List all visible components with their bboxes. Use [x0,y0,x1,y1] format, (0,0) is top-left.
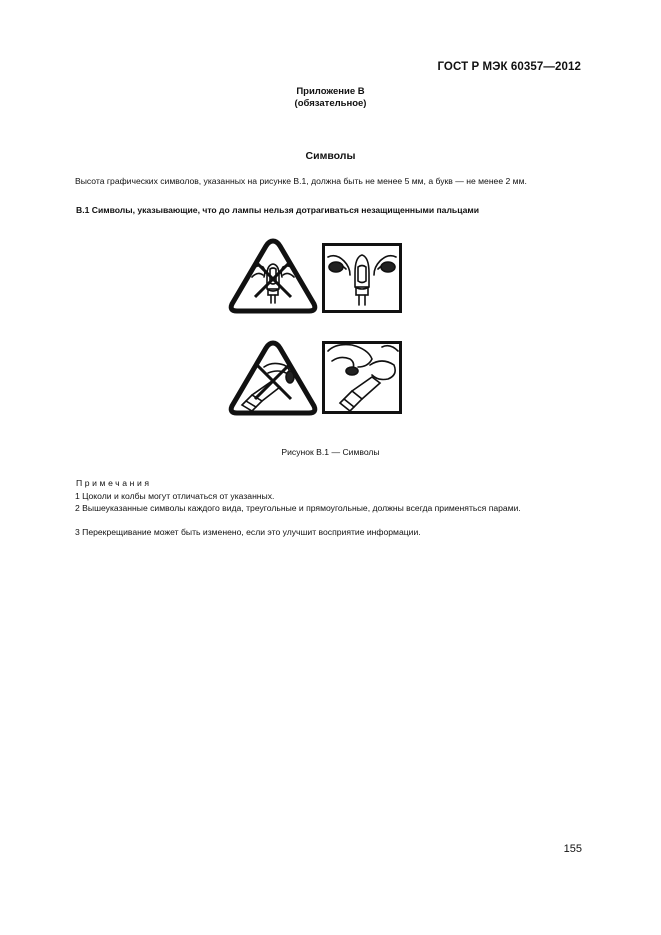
standard-designation: ГОСТ Р МЭК 60357—2012 [437,61,581,73]
intro-paragraph: Высота графических символов, указанных на рисунке В.1, должна быть не менее 5 мм, а букв — не менее 2 мм. [75,176,527,186]
page-number: 155 [563,843,582,855]
crossed-hand-holding-lamp-icon [228,339,318,417]
notes-heading: Примечания [76,478,152,488]
figure-caption: Рисунок В.1 — Символы [281,447,380,457]
section-title: Символы [305,150,356,162]
subsection-heading: В.1 Символы, указывающие, что до лампы нельзя дотрагиваться незащищенными пальцами [76,205,480,215]
appendix-title: Приложение В [296,86,365,97]
fingers-on-capsule-lamp-icon [322,243,402,313]
note-item: 1 Цоколи и колбы могут отличаться от указанных. [75,491,275,501]
appendix-status: (обязательное) [294,98,367,109]
note-item: 2 Вышеуказанные символы каждого вида, треугольные и прямоугольные, должны всегда применяться парами. [75,503,521,513]
note-item: 3 Перекрещивание может быть изменено, если это улучшит восприятие информации. [75,527,421,537]
hand-holding-lamp-icon [322,341,402,414]
crossed-fingers-on-capsule-lamp-icon [228,237,318,315]
